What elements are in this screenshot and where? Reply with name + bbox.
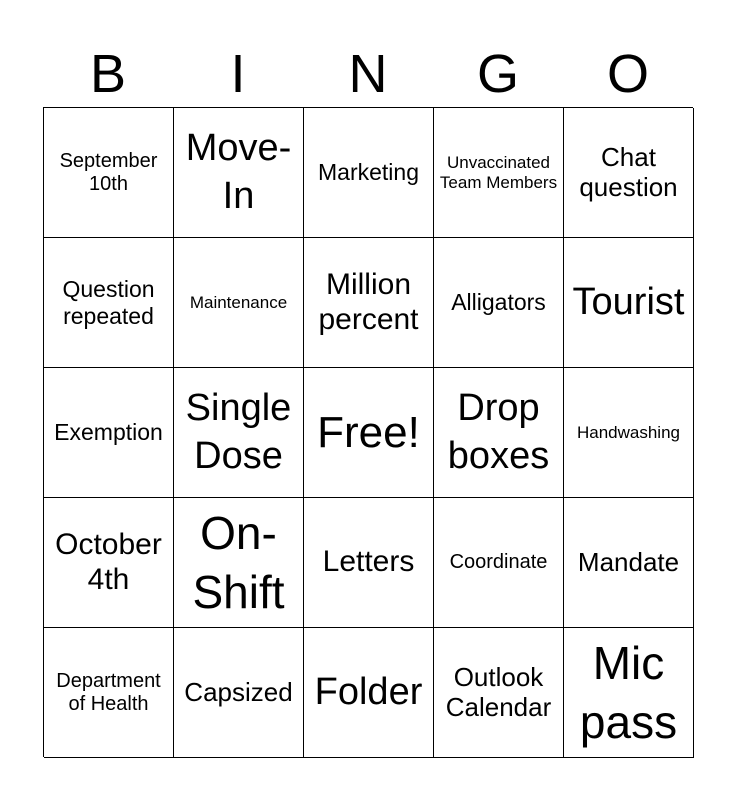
bingo-cell[interactable]: Marketing xyxy=(304,108,434,238)
bingo-cell[interactable]: Million percent xyxy=(304,238,434,368)
header-letter-i: I xyxy=(230,44,246,104)
bingo-cell[interactable]: Folder xyxy=(304,628,434,758)
bingo-cell[interactable]: Tourist xyxy=(564,238,694,368)
bingo-cell[interactable]: Mandate xyxy=(564,498,694,628)
bingo-free-cell[interactable]: Free! xyxy=(304,368,434,498)
bingo-cell[interactable]: Department of Health xyxy=(44,628,174,758)
bingo-cell[interactable]: Maintenance xyxy=(174,238,304,368)
bingo-cell[interactable]: Single Dose xyxy=(174,368,304,498)
bingo-board xyxy=(43,107,693,757)
bingo-cell[interactable]: Letters xyxy=(304,498,434,628)
bingo-cell[interactable]: Capsized xyxy=(174,628,304,758)
bingo-cell[interactable]: Chat question xyxy=(564,108,694,238)
header-letter-n: N xyxy=(348,44,388,104)
bingo-cell[interactable]: September 10th xyxy=(44,108,174,238)
bingo-cell[interactable]: Outlook Calendar xyxy=(434,628,564,758)
bingo-cell[interactable]: Question repeated xyxy=(44,238,174,368)
bingo-cell[interactable]: Drop boxes xyxy=(434,368,564,498)
bingo-cell[interactable]: Exemption xyxy=(44,368,174,498)
bingo-cell[interactable]: Coordinate xyxy=(434,498,564,628)
header-letter-g: G xyxy=(476,44,519,104)
bingo-cell[interactable]: Move-In xyxy=(174,108,304,238)
header-letter-o: O xyxy=(606,44,649,104)
bingo-cell[interactable]: Unvaccinated Team Members xyxy=(434,108,564,238)
bingo-cell[interactable]: Alligators xyxy=(434,238,564,368)
header-letter-b: B xyxy=(89,44,127,104)
bingo-cell[interactable]: Mic pass xyxy=(564,628,694,758)
bingo-cell[interactable]: On-Shift xyxy=(174,498,304,628)
bingo-header xyxy=(43,40,693,108)
bingo-cell[interactable]: October 4th xyxy=(44,498,174,628)
bingo-cell[interactable]: Handwashing xyxy=(564,368,694,498)
